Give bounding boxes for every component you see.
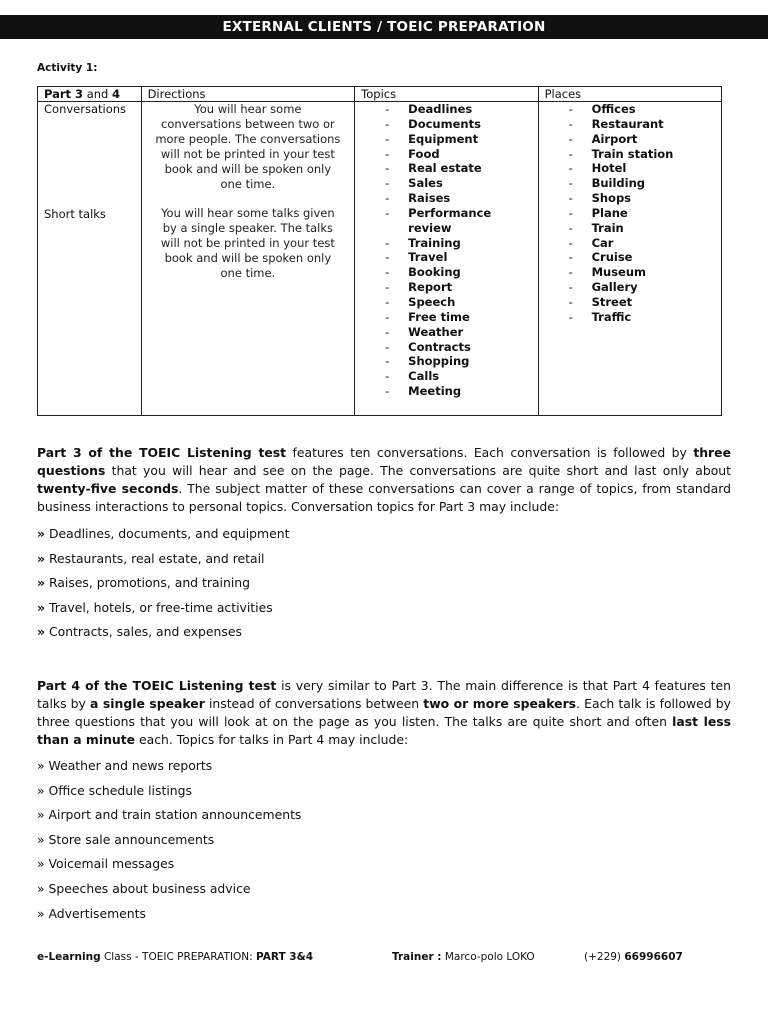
bullet-marker: » <box>37 550 46 566</box>
paragraph-bold: two or more speakers <box>423 696 577 711</box>
list-item-text: Airport and train station announcements <box>48 807 302 823</box>
list-item: - Gallery <box>545 280 715 295</box>
list-item: - Real estate <box>361 161 531 176</box>
list-item <box>37 620 289 645</box>
list-item: - Calls <box>361 369 531 384</box>
list-item <box>37 803 301 828</box>
footer-class: Class - TOEIC PREPARATION: <box>100 951 256 963</box>
part4-bold-title: Part 4 of the TOEIC Listening test <box>37 678 277 693</box>
footer-course <box>37 951 313 963</box>
part4-topic-list <box>37 754 301 926</box>
list-item: - Sales <box>361 176 531 191</box>
bullet-marker: » <box>37 526 46 541</box>
activity-label: Activity 1: <box>37 62 98 74</box>
list-item: - Car <box>545 236 715 251</box>
list-item: - Free time <box>361 310 531 325</box>
list-item-text: Raises, promotions, and training <box>48 575 250 591</box>
footer-phone-number: 66996607 <box>624 951 683 963</box>
list-item: - Documents <box>361 117 531 132</box>
bullet-marker: » <box>37 856 45 872</box>
list-item-text: Weather and news reports <box>48 758 213 773</box>
footer-phone <box>584 951 683 963</box>
list-item: - Speech <box>361 295 531 310</box>
bullet-marker: » <box>37 880 45 896</box>
list-item: - Meeting <box>361 384 531 399</box>
list-item <box>37 547 289 572</box>
part4-heading: 4 <box>112 87 121 101</box>
list-item: - Restaurant <box>545 117 715 132</box>
bullet-marker: » <box>37 758 45 773</box>
topics-list <box>361 102 531 399</box>
table-header-row <box>38 87 722 102</box>
paragraph-text: features ten conversations. Each conversation is followed by <box>286 445 694 460</box>
list-item: - Train <box>545 221 715 236</box>
paragraph-text: each. Topics for talks in Part 4 may include: <box>135 732 409 747</box>
list-item-text: Speeches about business advice <box>48 880 251 896</box>
places-list <box>545 102 715 325</box>
bullet-marker: » <box>37 831 45 847</box>
part4-paragraph <box>37 677 731 749</box>
bullet-marker: » <box>37 782 45 798</box>
list-item-text: Contracts, sales, and expenses <box>48 624 242 640</box>
bullet-marker: » <box>37 624 46 640</box>
topics-heading: Topics <box>355 87 538 102</box>
list-item: - Cruise <box>545 250 715 265</box>
list-item: - Equipment <box>361 132 531 147</box>
footer-trainer-label: Trainer : <box>392 951 442 963</box>
document-header: EXTERNAL CLIENTS / TOEIC PREPARATION <box>0 15 768 39</box>
bullet-marker: » <box>37 905 45 921</box>
list-item: - Hotel <box>545 161 715 176</box>
paragraph-text: . The subject matter of these conversations can cover a range of topics, from standard business interactions to personal topics. Conversation topics for Part 3 may include: <box>37 481 731 514</box>
parts-cell <box>38 102 142 416</box>
part3-paragraph <box>37 444 731 516</box>
list-item-text: Store sale announcements <box>48 831 215 847</box>
directions-heading: Directions <box>141 87 355 102</box>
list-item <box>37 522 289 547</box>
list-item-text: Restaurants, real estate, and retail <box>48 550 265 566</box>
part-heading-cell <box>38 87 142 102</box>
list-item: - Raises <box>361 191 531 206</box>
table-body-row <box>38 102 722 416</box>
list-item: - Building <box>545 176 715 191</box>
bullet-marker: » <box>37 807 45 823</box>
activity-table <box>37 86 722 416</box>
list-item-text: Travel, hotels, or free-time activities <box>48 599 273 615</box>
and-text: and <box>83 87 113 101</box>
list-item: - Weather <box>361 325 531 340</box>
list-item: - Training <box>361 236 531 251</box>
footer-phone-code: (+229) <box>584 951 625 963</box>
paragraph-text: instead of conversations between <box>204 696 424 711</box>
part-short-talks: Short talks <box>44 207 106 221</box>
footer-trainer-name: Marco-polo LOKO <box>441 951 535 963</box>
paragraph-bold: three questions <box>37 445 731 478</box>
list-item: - Traffic <box>545 310 715 325</box>
part3-bold-title: Part 3 of the TOEIC Listening test <box>37 445 287 460</box>
list-item: - Shopping <box>361 354 531 369</box>
footer-part: PART 3&4 <box>255 951 314 963</box>
topics-cell <box>355 102 538 416</box>
list-item: - Travel <box>361 250 531 265</box>
list-item-text: Office schedule listings <box>48 782 192 798</box>
directions-cell <box>141 102 355 416</box>
list-item <box>37 852 301 877</box>
list-item: - Museum <box>545 265 715 280</box>
paragraph-text: is very similar to Part 3. The main difference is that Part 4 features ten talks by <box>37 678 731 711</box>
paragraph-text: that you will hear and see on the page. The conversations are quite short and last only about <box>105 463 731 478</box>
places-heading: Places <box>538 87 721 102</box>
footer-trainer <box>392 951 535 963</box>
list-item-text: Advertisements <box>48 905 146 921</box>
list-item: - Plane <box>545 206 715 221</box>
list-item <box>37 779 301 804</box>
direction-short-talks: You will hear some talks given by a single speaker. The talks will not be printed in your test book and will be spoken only one time. <box>160 206 335 280</box>
places-cell <box>538 102 721 416</box>
bullet-marker: » <box>37 599 46 615</box>
list-item: - Offices <box>545 102 715 117</box>
list-item <box>37 754 301 779</box>
list-item: - Report <box>361 280 531 295</box>
list-item: - Train station <box>545 147 715 162</box>
part-conversations: Conversations <box>44 102 127 116</box>
paragraph-bold: twenty-five seconds <box>37 481 179 496</box>
part3-heading: Part 3 <box>44 87 84 101</box>
list-item-text: Deadlines, documents, and equipment <box>48 526 290 541</box>
list-item: - Shops <box>545 191 715 206</box>
paragraph-text: . Each talk is followed by three questions that you will look at on the page as you listen. The talks are quite short and often <box>37 696 731 729</box>
list-item <box>37 828 301 853</box>
bullet-marker: » <box>37 575 46 591</box>
part3-topic-list <box>37 522 289 645</box>
list-item <box>37 902 301 927</box>
list-item: - Performance review <box>361 206 531 236</box>
list-item: - Street <box>545 295 715 310</box>
paragraph-bold: last less than a minute <box>37 714 731 747</box>
list-item: - Food <box>361 147 531 162</box>
list-item: - Booking <box>361 265 531 280</box>
list-item: - Contracts <box>361 340 531 355</box>
paragraph-bold: a single speaker <box>90 696 205 711</box>
list-item <box>37 571 289 596</box>
list-item <box>37 877 301 902</box>
list-item: - Deadlines <box>361 102 531 117</box>
list-item <box>37 596 289 621</box>
list-item: - Airport <box>545 132 715 147</box>
footer-elearning: e-Learning <box>37 951 101 963</box>
direction-conversations: You will hear some conversations between two or more people. The conversations will not be printed in your test book and will be spoken only one time. <box>155 102 341 191</box>
list-item-text: Voicemail messages <box>48 856 175 872</box>
